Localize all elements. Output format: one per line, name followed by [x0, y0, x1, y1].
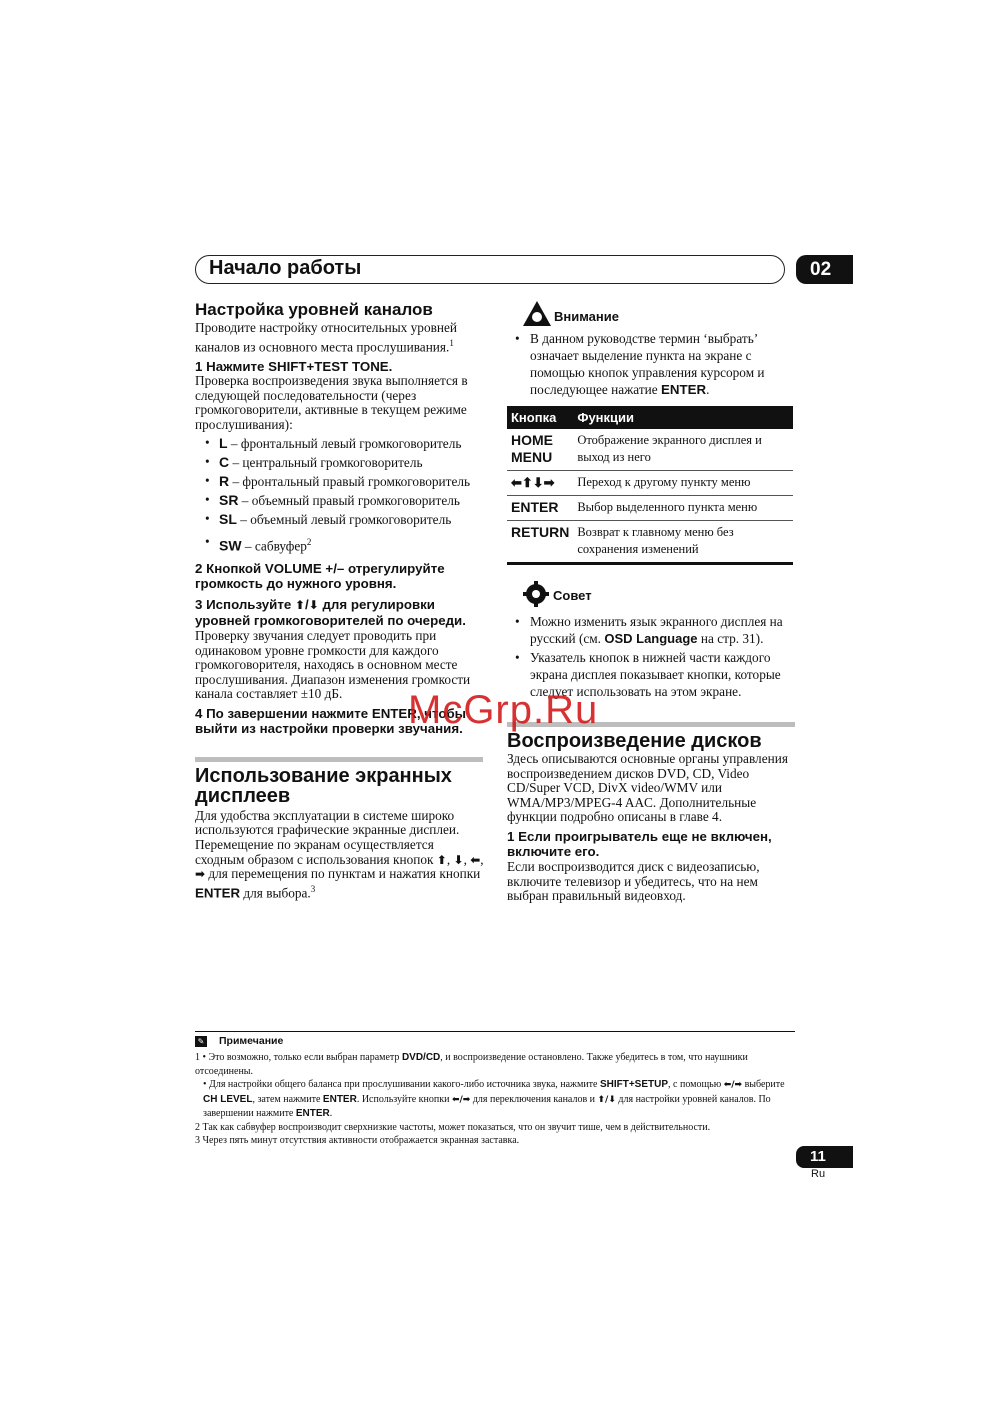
disc-playback-text: Здесь описываются основные органы управления воспроизведением дисков DVD, CD, Video CD/Super VCD, DivX video/WMV или WMA/MP3/MPEG-4 AAC. Дополнительные функции подробно описаны в главе 4. [507, 751, 788, 825]
table-key-cell: ENTER [507, 496, 573, 521]
chapter-title: Начало работы [209, 257, 362, 279]
left-column [195, 300, 485, 901]
note-2: 2 Так как сабвуфер воспроизводит сверхнизкие частоты, может показаться, что он звучит тише, чем в действительности. [195, 1121, 711, 1133]
section-divider [195, 757, 483, 762]
table-row [507, 429, 793, 471]
left-arrow-icon: ⬅ [470, 852, 481, 867]
section-title-channel-levels: Настройка уровней каналов [195, 300, 433, 319]
up-arrow-icon: ⬆ [294, 597, 306, 612]
table-func-cell: Выбор выделенного пункта меню [573, 496, 793, 521]
right-column [507, 300, 797, 904]
chapter-number: 02 [796, 255, 853, 284]
step-2-heading: 2 Кнопкой VOLUME +/– отрегулируйте громкость до нужного уровня. [195, 560, 445, 592]
section-title-disc-playback: Воспроизведение дисков [507, 730, 762, 752]
osd-text: Для удобства эксплуатации в системе широко используются графические экранные дисплеи. Перемещение по экранам осуществляется сходным образом с использования кнопок ⬆, ⬇, ⬅, ➡ для перемещения по пунктам и нажатия кнопки ENTER для выбора.$^3$ [195, 807, 484, 901]
channel-levels-intro: Проводите настройку относительных уровней каналов из основного места прослушивания.$^1$ [195, 320, 458, 355]
list-item: • SR – объемный правый громкоговоритель [195, 491, 485, 510]
key-function-table [507, 406, 793, 565]
caution-icon [522, 300, 552, 327]
caution-list [507, 330, 797, 398]
section-title-osd: Использование экранных дисплеев [195, 764, 452, 807]
table-key-cell: HOME MENU [507, 429, 573, 471]
speaker-list [195, 434, 485, 555]
table-header-cell: Кнопка [507, 406, 573, 429]
down-arrow-icon: ⬇ [308, 597, 319, 612]
tip-heading: Совет [507, 581, 797, 609]
caution-heading: Внимание [507, 300, 797, 328]
step-3-text: Проверку звучания следует проводить при одинаковом уровне громкости для каждого громкоговорителя, находясь в основном месте прослушивания. Диапазон изменения громкости канала составляет ±10 дБ. [195, 627, 471, 702]
step-1-heading: 1 Нажмите SHIFT+TEST TONE. [195, 358, 393, 374]
list-item: • L – фронтальный левый громкоговоритель [195, 434, 485, 453]
list-item: • SL – объемный левый громкоговоритель [195, 510, 485, 529]
disc-step-1-heading: 1 Если проигрыватель еще не включен, включите его. [507, 828, 772, 860]
table-func-cell: Отображение экранного дисплея и выход из него [573, 429, 793, 471]
table-func-cell: Переход к другому пункту меню [573, 471, 793, 496]
arrow-keys-icon: ⬅⬆⬇➡ [507, 471, 573, 496]
list-item: • В данном руководстве термин ‘выбрать’ означает выделение пункта на экране с помощью кнопок управления курсором и последующее нажатие ENTER. [507, 330, 797, 398]
table-row [507, 521, 793, 564]
left-right-arrow-icon: ⬅/➡ [723, 1080, 743, 1090]
list-item: • SW – сабвуфер$^2$ [195, 533, 485, 555]
note-3: 3 Через пять минут отсутствия активности отображается экранная заставка. [195, 1135, 520, 1146]
left-right-arrow-icon: ⬅/➡ [451, 1094, 471, 1105]
table-row [507, 496, 793, 521]
notes-heading: ✎ Примечание [195, 1035, 795, 1051]
table-header-cell: Функции [573, 406, 793, 429]
up-arrow-icon: ⬆ [436, 852, 447, 867]
step-1-text: Проверка воспроизведения звука выполняется в следующей последовательности (через громкоговорители, активные в текущем режиме прослушивания): [195, 373, 468, 432]
notes-section [195, 1031, 795, 1148]
table-key-cell: RETURN [507, 521, 573, 564]
list-item: • C – центральный громкоговоритель [195, 453, 485, 472]
table-header-row [507, 406, 793, 429]
disc-step-1-text: Если воспроизводится диск с видеозаписью, включите телевизор и убедитесь, что на нем выбран правильный видеовход. [507, 858, 760, 904]
table-row [507, 471, 793, 496]
tip-list [507, 613, 797, 700]
up-down-arrow-icon: ⬆/⬇ [597, 1094, 616, 1105]
note-1b: • Для настройки общего баланса при прослушивании какого-либо источника звука, нажмите SHIFT+SETUP, с помощью ⬅/➡ выберите CH LEVEL, затем нажмите ENTER. Используйте кнопки ⬅/➡ для переключения каналов и ⬆/⬇ для настройки уровней каналов. По завершении нажмите ENTER. [203, 1079, 785, 1119]
table-func-cell: Возврат к главному меню без сохранения изменений [573, 521, 793, 564]
list-item: • Указатель кнопок в нижней части каждого экрана дисплея показывает кнопки, которые следует использовать на этом экране. [507, 649, 797, 700]
watermark: McGrp.Ru [408, 688, 599, 732]
step-4-heading: 4 По завершении нажмите ENTER, чтобы выйти из настройки проверки звучания. [195, 705, 467, 737]
note-1: 1 • Это возможно, только если выбран параметр DVD/CD, и воспроизведение остановлено. Также убедитесь в том, что наушники отсоединены. [195, 1052, 748, 1077]
list-item: • Можно изменить язык экранного дисплея на русский (см. OSD Language на стр. 31). [507, 613, 797, 647]
down-arrow-icon: ⬇ [453, 852, 464, 867]
tip-icon [523, 581, 549, 607]
page-number: 11 [796, 1146, 853, 1168]
note-icon: ✎ [195, 1036, 207, 1047]
list-item: • R – фронтальный правый громкоговоритель [195, 472, 485, 491]
right-arrow-icon: ➡ [195, 867, 206, 882]
step-3-heading: 3 Используйте ⬆/⬇ для регулировки уровней громкоговорителей по очереди. [195, 596, 466, 629]
page-language: Ru [811, 1168, 826, 1180]
